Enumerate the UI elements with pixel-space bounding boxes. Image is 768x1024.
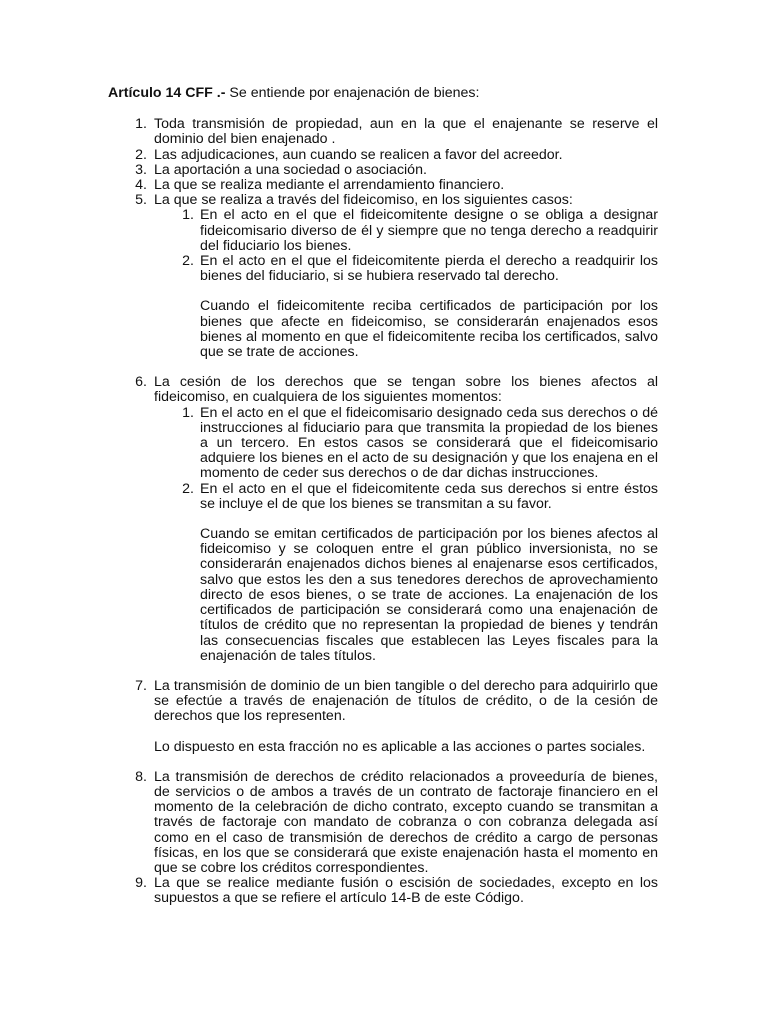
sub-item-number: 1.	[182, 207, 194, 224]
list-item	[108, 117, 658, 147]
article-heading	[108, 86, 658, 101]
sub-list-item	[154, 406, 658, 482]
list-item	[108, 193, 658, 360]
sub-list-item	[154, 208, 658, 254]
item-text: Toda transmisión de propiedad, aun en la que el enajenante se reserve el dominio del bien enajenado .	[154, 116, 658, 148]
item-number: 2.	[135, 146, 147, 163]
enajenacion-list	[108, 117, 658, 906]
item-number: 5.	[135, 192, 147, 209]
item-number: 1.	[135, 116, 147, 133]
list-item	[108, 375, 658, 664]
sub-item-number: 2.	[182, 253, 194, 270]
item-number: 3.	[135, 161, 147, 178]
sub-item-number: 1.	[182, 404, 194, 421]
sub-list	[154, 208, 658, 284]
list-item	[108, 178, 658, 193]
article-intro: Se entiende por enajenación de bienes:	[229, 85, 480, 101]
item-text: La cesión de los derechos que se tengan sobre los bienes afectos al fideicomiso, en cualquiera de los siguientes momentos:	[154, 374, 658, 406]
item-number: 7.	[135, 677, 147, 694]
item-text: La que se realiza mediante el arrendamiento financiero.	[154, 177, 505, 194]
sub-list	[154, 406, 658, 512]
document-page	[108, 86, 658, 907]
sub-list-item	[154, 482, 658, 512]
sub-item-number: 2.	[182, 480, 194, 497]
article-title: Artículo 14 CFF .-	[108, 85, 226, 101]
list-item	[108, 876, 658, 906]
item-note: Cuando el fideicomitente reciba certificados de participación por los bienes que afecte en fideicomiso, se considerarán enajenados esos bienes al momento en que el fideicomitente reciba los certificados, salvo que se trate de acciones.	[200, 298, 658, 361]
list-item	[108, 770, 658, 876]
item-note: Lo dispuesto en esta fracción no es aplicable a las acciones o partes sociales.	[154, 738, 646, 755]
item-text: La que se realice mediante fusión o escisión de sociedades, excepto en los supuestos a que se refiere el artículo 14-B de este Código.	[154, 875, 658, 907]
item-number: 9.	[135, 875, 147, 892]
list-item	[108, 679, 658, 755]
item-text: La aportación a una sociedad o asociación.	[154, 161, 427, 178]
sub-list-item	[154, 254, 658, 284]
sub-item-text: En el acto en el que el fideicomisario designado ceda sus derechos o dé instrucciones al fiduciario para que transmita la propiedad de los bienes a un tercero. En estos casos se considerará que el fideicomisario adquiere los bienes en el acto de su designación y que los enajena en el momento de ceder sus derechos o de dar dichas instrucciones.	[200, 404, 658, 482]
list-item	[108, 148, 658, 163]
item-text: La transmisión de dominio de un bien tangible o del derecho para adquirirlo que se efectúe a través de enajenación de títulos de crédito, o de la cesión de derechos que los representen.	[154, 677, 658, 725]
item-number: 8.	[135, 768, 147, 785]
item-number: 6.	[135, 374, 147, 391]
item-number: 4.	[135, 177, 147, 194]
item-text: La que se realiza a través del fideicomiso, en los siguientes casos:	[154, 192, 573, 209]
sub-item-text: En el acto en el que el fideicomitente pierda el derecho a readquirir los bienes del fiduciario, si se hubiera reservado tal derecho.	[200, 253, 658, 285]
sub-item-text: En el acto en el que el fideicomitente ceda sus derechos si entre éstos se incluye el de que los bienes se transmitan a su favor.	[200, 480, 658, 512]
item-note: Cuando se emitan certificados de participación por los bienes afectos al fideicomiso y se coloquen entre el gran público inversionista, no se considerarán enajenados dichos bienes al enajenarse esos certificados, salvo que estos les den a sus tenedores derechos de aprovechamiento directo de esos bienes, o se trate de acciones. La enajenación de los certificados de participación se considerará como una enajenación de títulos de crédito que no representan la propiedad de bienes y tendrán las consecuencias fiscales que establecen las Leyes fiscales para la enajenación de tales títulos.	[200, 526, 658, 664]
list-item	[108, 163, 658, 178]
item-text: Las adjudicaciones, aun cuando se realicen a favor del acreedor.	[154, 146, 563, 163]
item-text: La transmisión de derechos de crédito relacionados a proveeduría de bienes, de servicios o de ambos a través de un contrato de factoraje financiero en el momento de la celebración de dicho contrato, excepto cuando se transmitan a través de factoraje con mandato de cobranza o con cobranza delegada así como en el caso de transmisión de derechos de crédito a cargo de personas físicas, en los que se considerará que existe enajenación hasta el momento en que se cobre los créditos correspondientes.	[154, 768, 658, 876]
sub-item-text: En el acto en el que el fideicomitente designe o se obliga a designar fideicomisario diverso de él y siempre que no tenga derecho a readquirir del fiduciario los bienes.	[200, 207, 658, 254]
